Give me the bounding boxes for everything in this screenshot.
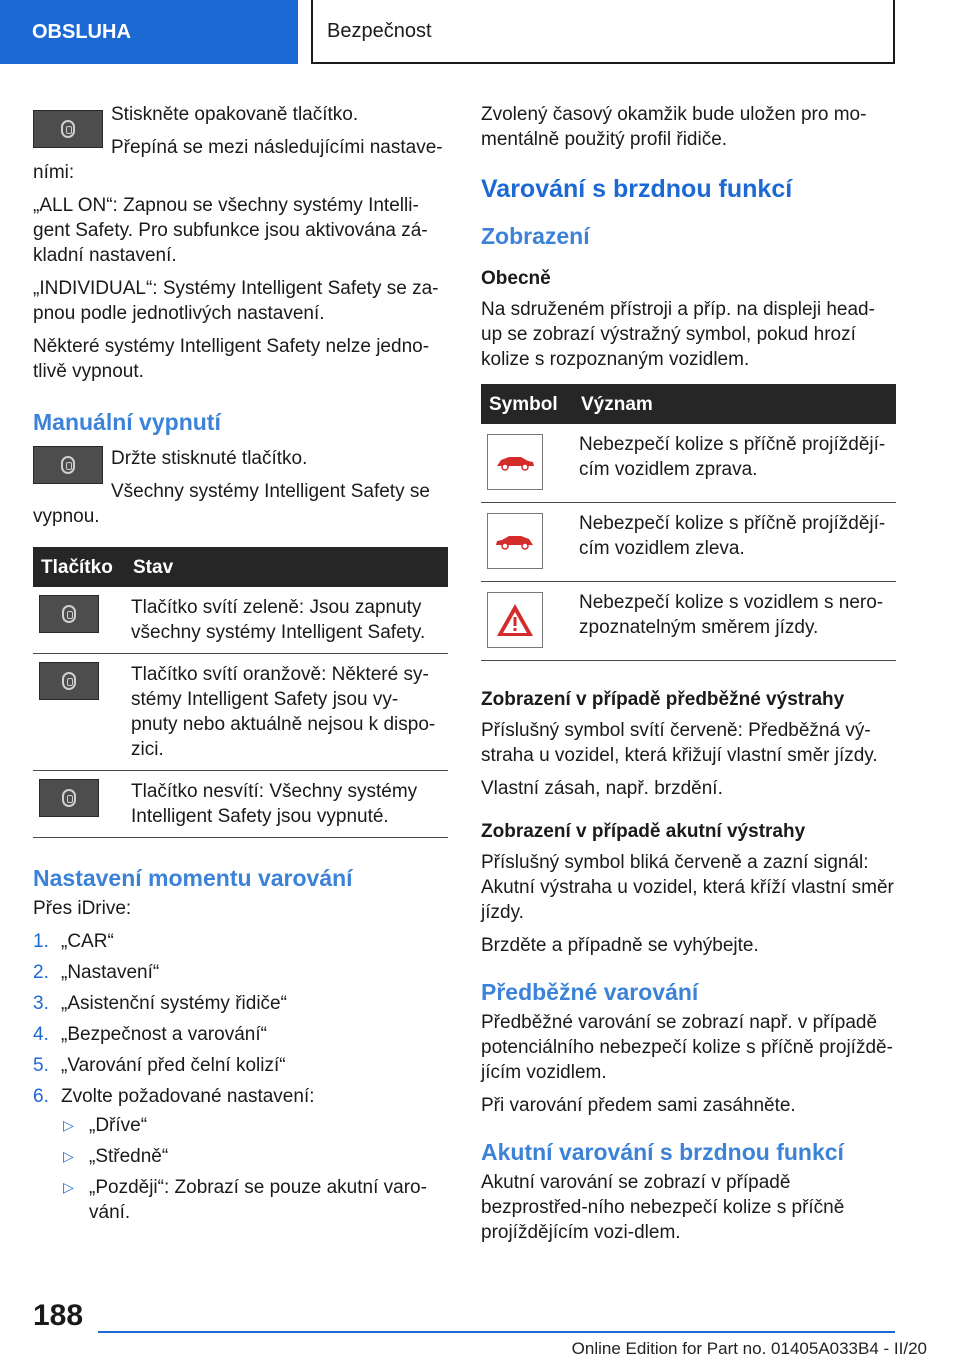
list-item: 2. „Nastavení“ xyxy=(33,962,160,983)
list-item: 4. „Bezpečnost a varování“ xyxy=(33,1024,267,1045)
table-header-symbol: Symbol xyxy=(481,384,573,424)
general-text: Na sdruženém přístroji a příp. na displeji head-up se zobrazí výstražný symbol, pokud hrozí kolize s rozpoznaným vozidlem. xyxy=(481,299,875,370)
intelligent-safety-button-icon xyxy=(33,446,103,484)
chapter-header xyxy=(311,0,895,64)
manual-line-2: Všechny systémy Intelligent Safety se vypnou. xyxy=(33,481,430,527)
general-heading: Obecně xyxy=(481,268,551,289)
page-number: 188 xyxy=(33,1299,84,1332)
list-item: 1. „CAR“ xyxy=(33,931,114,952)
table-row xyxy=(481,503,896,582)
table-cell: Nebezpečí kolize s příčně projíždějí-cím vozidlem zleva. xyxy=(573,503,896,582)
sub-options-list xyxy=(61,1113,448,1225)
settings-heading: Nastavení momentu varování xyxy=(33,865,353,891)
acute-warning-text-1: Příslušný symbol bliká červeně a zazní signál: Akutní výstraha u vozidel, která kříží vlastní směr jízdy. xyxy=(481,852,894,923)
car-left-warning-icon xyxy=(487,513,543,569)
intro-line-2: Přepíná se mezi následujícími nastave-ními: xyxy=(33,137,443,183)
section-tab-label: OBSLUHA xyxy=(32,20,131,43)
acute-brake-heading: Akutní varování s brzdnou funkcí xyxy=(481,1139,844,1165)
intro-line-1: Stiskněte opakovaně tlačítko. xyxy=(111,104,359,125)
table-row xyxy=(33,587,448,654)
pre-warning-text-2: Vlastní zásah, např. brzdění. xyxy=(481,778,723,799)
list-item: ▷ „Středně“ xyxy=(63,1146,169,1167)
prewarning-text-1: Předběžné varování se zobrazí např. v případě potenciálního nebezpečí kolize s příčně projíždě-jícím vozidlem. xyxy=(481,1012,893,1083)
via-idrive: Přes iDrive: xyxy=(33,898,132,919)
acute-warning-heading: Zobrazení v případě akutní výstrahy xyxy=(481,821,806,842)
steps-list xyxy=(33,929,448,1225)
car-right-warning-icon xyxy=(487,434,543,490)
button-green-icon xyxy=(39,595,99,633)
acute-warning-text-2: Brzděte a případně se vyhýbejte. xyxy=(481,935,759,956)
table-header-button: Tlačítko xyxy=(33,547,125,587)
table-cell: Tlačítko nesvítí: Všechny systémy Intelligent Safety jsou vypnuté. xyxy=(125,771,448,838)
section-tab xyxy=(0,0,298,64)
table-row xyxy=(481,582,896,661)
list-item: 5. „Varování před čelní kolizí“ xyxy=(33,1055,286,1076)
pre-warning-heading: Zobrazení v případě předběžné výstrahy xyxy=(481,689,845,710)
button-state-table xyxy=(33,547,448,838)
right-column xyxy=(481,102,896,1253)
button-orange-icon xyxy=(39,662,99,700)
intelligent-safety-button-icon xyxy=(33,110,103,148)
profile-note: Zvolený časový okamžik bude uložen pro mo-mentálně použitý profil řidiče. xyxy=(481,104,867,150)
table-row xyxy=(481,424,896,503)
pre-warning-text-1: Příslušný symbol svítí červeně: Předběžná vý-straha u vozidel, která křižují vlastní směr jízdy. xyxy=(481,720,878,766)
triangle-bullet-icon: ▷ xyxy=(63,1179,74,1195)
table-cell: Tlačítko svítí oranžově: Některé sy-stémy Intelligent Safety jsou vy-pnuty nebo aktuálně nejsou k dispo-zici. xyxy=(125,654,448,771)
prewarning-text-2: Při varování předem sami zasáhněte. xyxy=(481,1095,796,1116)
footer-divider xyxy=(98,1331,895,1333)
list-item: ▷ „Později“: Zobrazí se pouze akutní varo-vání. xyxy=(63,1177,427,1223)
symbol-table xyxy=(481,384,896,661)
warning-triangle-icon xyxy=(487,592,543,648)
triangle-bullet-icon: ▷ xyxy=(63,1117,74,1133)
table-header-state: Stav xyxy=(125,547,448,587)
table-cell: Nebezpečí kolize s příčně projíždějí-cím vozidlem zprava. xyxy=(573,424,896,503)
chapter-title: Bezpečnost xyxy=(327,19,432,42)
manual-line-1: Držte stisknuté tlačítko. xyxy=(111,448,308,469)
list-item: 6. Zvolte požadované nastavení: ▷ „Dříve“ ▷ „Středně“ ▷ „Později“: Zobrazí se pouze akutní varo-vání. xyxy=(33,1084,448,1225)
table-cell: Nebezpečí kolize s vozidlem s nero-zpoznatelným směrem jízdy. xyxy=(573,582,896,661)
button-off-icon xyxy=(39,779,99,817)
table-header-meaning: Význam xyxy=(573,384,896,424)
table-cell: Tlačítko svítí zeleně: Jsou zapnuty všechny systémy Intelligent Safety. xyxy=(125,587,448,654)
acute-brake-text: Akutní varování se zobrazí v případě bezprostřed-ního nebezpečí kolize s příčně projíždějícím vozi-dlem. xyxy=(481,1172,845,1243)
list-item: 3. „Asistenční systémy řidiče“ xyxy=(33,993,287,1014)
left-column xyxy=(33,102,448,1231)
edition-note: Online Edition for Part no. 01405A033B4 - II/20 xyxy=(571,1339,927,1358)
main-heading: Varování s brzdnou funkcí xyxy=(481,175,793,203)
individual-description: „INDIVIDUAL“: Systémy Intelligent Safety se za-pnou podle jednotlivých nastavení. xyxy=(33,278,439,324)
manual-heading: Manuální vypnutí xyxy=(33,409,221,435)
display-heading: Zobrazení xyxy=(481,223,590,249)
table-row xyxy=(33,771,448,838)
table-row xyxy=(33,654,448,771)
triangle-bullet-icon: ▷ xyxy=(63,1148,74,1164)
some-cannot-note: Některé systémy Intelligent Safety nelze jedno-tlivě vypnout. xyxy=(33,336,430,382)
prewarning-heading: Předběžné varování xyxy=(481,979,699,1005)
all-on-description: „ALL ON“: Zapnou se všechny systémy Intelli-gent Safety. Pro subfunkce jsou aktivována zá-kladní nastavení. xyxy=(33,195,428,266)
list-item: ▷ „Dříve“ xyxy=(63,1115,148,1136)
